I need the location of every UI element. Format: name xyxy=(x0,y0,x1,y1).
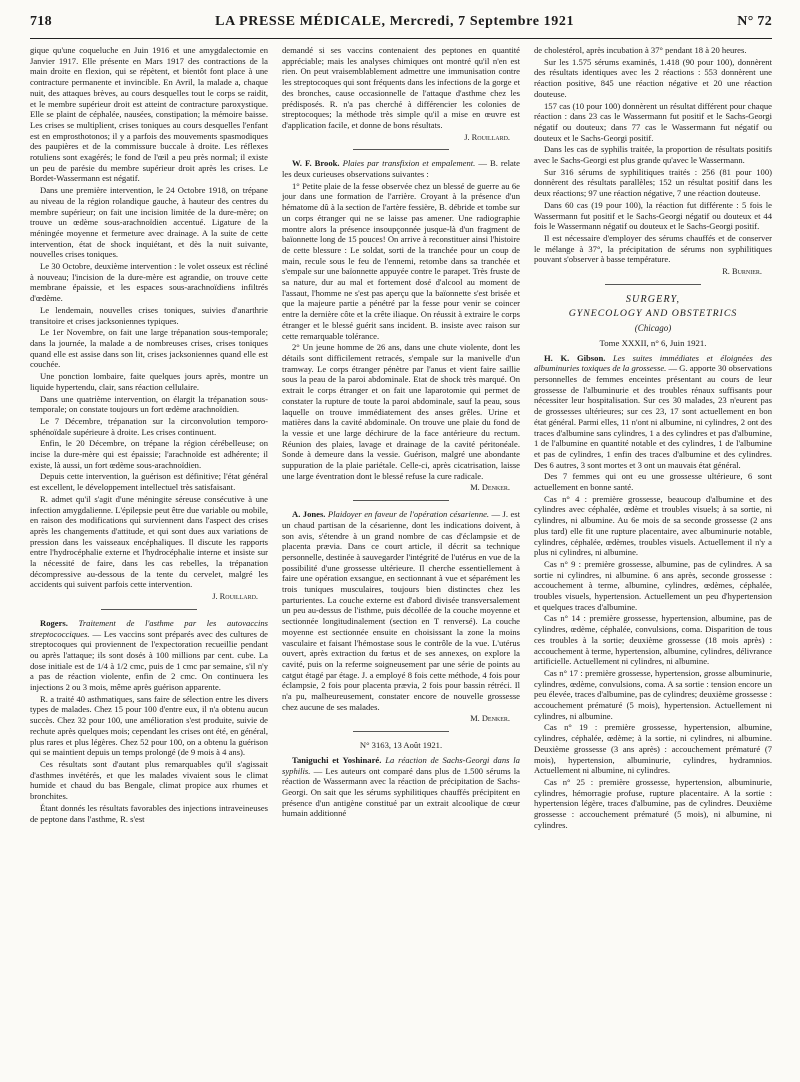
divider xyxy=(353,500,448,501)
paragraph: 157 cas (10 pour 100) donnèrent un résultat différent pour chaque réaction : dans 23 cas le Wassermann fut positif et le Sachs-Georgi négatif ou douteux; dans 77 cas le Wassermann fut négatif ou douteux et le Sachs-Georgi positif. xyxy=(534,100,772,143)
paragraph: Cas n° 17 : première grossesse, hypertension, grosse albuminurie, cylindres, œdème, convulsions, coma. A sa sortie : tension encore un peu élevée, traces d'albumine, pas de cylindres; deuxième grossesse : accouchement prématuré (5 mois), hypertension. Actuellement ni cylindres, ni albumine. xyxy=(534,667,772,721)
paragraph: Il est nécessaire d'employer des sérums chauffés et de conserver le mélange à 37°, la précipitation de sérums non syphilitiques pouvant s'observer à basse température. xyxy=(534,232,772,265)
article-title: Plaidoyer en faveur de l'opération césarienne. xyxy=(327,509,490,520)
text-columns xyxy=(30,45,772,1077)
signature: J. Rouillard. xyxy=(464,132,510,142)
paragraph: Dans une première intervention, le 24 Octobre 1918, on trépane au niveau de la région rolandique gauche, à hauteur des centres du membre supérieur; on fait une incision limitée de la dure-mère; on trouve un œdème sous-arachnoïdien accentué. Ligature de la méningée moyenne et fermeture avec drainage. A la suite de cette intervention, état de shock inquiétant, et dès la nuit suivante, nouvelles crises toniques. xyxy=(30,185,268,260)
article-jones xyxy=(282,509,520,712)
paragraph: de cholestérol, après incubation à 37° pendant 18 à 20 heures. xyxy=(534,45,747,55)
article-author: A. Jones. xyxy=(292,509,326,520)
paragraph: Cas n° 25 : première grossesse, hypertension, albuminurie, cylindres, hémorragie profuse, rupture placentaire. A la sortie : hypertension légère, traces d'albumine, pas de cylindres. Deuxième grossesse : accouchement prématuré (5 mois), ni albumine, ni cylindres. xyxy=(534,777,772,830)
issue-number: N° 72 xyxy=(737,14,772,29)
paragraph: Sur les 1.575 sérums examinés, 1.418 (90 pour 100), donnèrent des résultats identiques avec les 2 réactions : 553 donnèrent une réaction positive, 845 une réaction négative et 20 une réaction douteuse. xyxy=(534,56,772,99)
divider xyxy=(605,284,700,285)
paragraph: Dans une quatrième intervention, on élargit la trépanation sous-temporale; on constate toujours un fort œdème arachnoïdien. xyxy=(30,393,268,415)
section-heading: SURGERY, xyxy=(625,293,681,305)
article-taniguchi xyxy=(282,755,520,819)
article-text: — G. apporte 30 observations personnelles de femmes enceintes présentant au cours de leur grossesse de l'albuminurie et des troubles rénaux suffisants pour nécessiter leur hospitalisation. Sur ces 30 malades, 23 n'eurent pas de grossesses ultérieures; sur ces 23, 17 sont actuellement en bon état général. Parmi elles, 11 n'ont ni albumine, ni cylindres, 2 ont des traces d'albumine sans cylindres, 1 a des cylindres et pas d'albumine, 1 de l'albumine en quantité notable et des cylindres, 1 de l'albumine et pas de cylindres, 1 enfin des traces d'albumine et des cylindres. Des 6 autres, 3 sont mortes et 3 ont un mauvais état général. xyxy=(534,363,772,470)
paragraph: R. admet qu'il s'agit d'une méningite séreuse consécutive à une infection amygdalienne. L'épilepsie peut être due variable ou mobile, en raison des modifications qui surviennent dans l'aspect des crises après les changements d'attitude, et qui sont dues aux variations de pression dans les vaisseaux encéphaliques. Il discute les rapports entre l'hydrocéphalie externe et l'hydrocéphalie interne et insiste sur la nécessité de faire, dans les cas rebelles, la trépanation décompressive au-dessous de la tente du cervelet, malgré les accidents qui suivent parfois cette intervention. xyxy=(30,493,268,590)
article-title: Traitement de l'asthme par les autovaccins streptococciques. xyxy=(30,617,268,639)
article-text: — Les vaccins sont préparés avec des cultures de streptocoques qui proviennent de l'expectoration recueillie pendant ou après l'attaque; ils sont dosés à 100 millions par cent. cube. La dose initiale est de 1/4 à 1/2 cmc, puis de 1 cmc par semaine, s'il n'y a pas de réaction violente, enfin de 2 cmc. On continuera les injections 2 ou 3 mois, même après guérison apparente. xyxy=(30,628,268,693)
issue-line: N° 3163, 13 Août 1921. xyxy=(359,740,443,751)
paragraph: Dans les cas de syphilis traitée, la proportion de résultats positifs avec le Sachs-Georgi est plus grande qu'avec le Wassermann. xyxy=(534,144,772,166)
column-1 xyxy=(30,45,268,1077)
paragraph: gique qu'une coqueluche en Juin 1916 et une amygdalectomie en Janvier 1917. Elle présente en Mars 1917 des contractions de la main droite en flexion, qui se répètent, et bientôt font place à une contracture permanente et invincible. En Avril, la malade a, chaque nuit, des attaques brèves, au cours desquelles tout le corps se raidit, et le membre supérieur droit est atteint de contracture paroxystique. Elle se plaint de céphalée, nausées, constipation; la mémoire baisse. Les crises se multiplient, crises toniques au cours desquelles l'enfant est en emprosthotonos; il y a parfois des mouvements spasmodiques des paupières et de la commissure buccale à droite. Les réflexes rotuliens sont exagérés; le fond de l'œil a peu près normal; il existe un peu de parésie du membre supérieur droit après les crises. Le Bordet-Wassermann est négatif. xyxy=(30,45,268,184)
paragraph: Sur 316 sérums de syphilitiques traités : 256 (81 pour 100) donnèrent des résultats parallèles; 152 un résultat positif dans les deux réactions; 97 une réaction négative, 7 une réaction douteuse. xyxy=(534,166,772,199)
paragraph: Ces résultats sont d'autant plus remarquables qu'il s'agissait d'asthmes invétérés, et que les malades vivaient sous le climat humide et chaud du bas Bengale, climat propice aux rhumes et bronchites. xyxy=(30,759,268,802)
signature: J. Rouillard. xyxy=(212,592,258,602)
article-rogers xyxy=(30,618,268,693)
article-title: Plaies par transfixion et empalement. xyxy=(342,158,476,169)
paragraph: 1° Petite plaie de la fesse observée chez un blessé de guerre au 6e jour dans une formation de l'arrière. Croyant à la présence d'un hématome dû à la section de l'artère fessière, B. débride et tombe sur un corps étranger qui ne se laisse pas amener. Une radiographie montre alors la présence insoupçonnée jusque-là d'un fragment de baïonnette long de 15 pouces! On arrive à reconstituer ainsi l'histoire de cette blessure : Le soldat, sorti de la tranchée pour un coup de main, recule sous le feu de l'ennemi, retombe dans sa tranchée et s'empale sur une baïonnette appuyée contre le parapet. Très fruste de sa nature, dur au mal et fortement dosé d'alcool au moment de l'assaut, l'homme ne s'est pas aperçu que la baïonnette s'est brisée et que la majeure partie a pénétré par la fesse pour venir se coincer entre la dernière côte et la crête iliaque. On réussit à extraire le corps étranger et le blessé guérit sans incident. B. insiste avec raison sur cette remarquable tolérance. xyxy=(282,180,520,341)
divider xyxy=(101,609,196,610)
paragraph: Une ponction lombaire, faite quelques jours après, montre un liquide hypertendu, clair, sans réaction cellulaire. xyxy=(30,371,268,392)
paragraph: Le lendemain, nouvelles crises toniques, suivies d'anarthrie transitoire et crises jacksoniennes typiques. xyxy=(30,304,268,326)
divider xyxy=(353,149,448,150)
section-heading-2: GYNECOLOGY AND OBSTETRICS xyxy=(568,308,738,320)
signature: M. Denker. xyxy=(470,483,510,493)
article-text: — Les auteurs ont comparé dans plus de 1.500 sérums la réaction de Wassermann avec la réaction de précipitation de Sachs-Georgi. On sait que les sérums syphilitiques chauffés précipitent en présence d'un antigène constitué par un extrait alcoolique de cœur humain additionné xyxy=(282,765,520,819)
paragraph: Dans 60 cas (19 pour 100), la réaction fut différente : 5 fois le Wassermann fut positif et le Sachs-Georgi négatif ou douteux et 44 fois le Wassermann négatif ou douteux et le Sachs-Georgi positif. xyxy=(534,199,772,232)
paragraph: Des 7 femmes qui ont eu une grossesse ultérieure, 6 sont actuellement en bonne santé. xyxy=(534,471,772,493)
article-brook xyxy=(282,158,520,179)
paragraph: Étant donnés les résultats favorables des injections intraveineuses de peptone dans l'asthme, R. s'est xyxy=(30,802,268,824)
article-gibson xyxy=(534,353,772,471)
paragraph: Cas n° 9 : première grossesse, albumine, pas de cylindres. A sa sortie ni cylindres, ni albumine. 6 ans après, seconde grossesse : accouchement à terme, albumine, cylindres, œdèmes, céphalée, troubles visuels, hypertension. Actuellement un peu d'hypertension et quelques traces d'albumine. xyxy=(534,558,772,612)
volume-line: Tome XXXII, n° 6, Juin 1921. xyxy=(599,337,707,348)
paragraph: 2° Un jeune homme de 26 ans, dans une chute violente, dont les détails sont difficilement retracés, s'empale sur la manivelle d'un tramway. Le corps étranger pénètre par l'anus et vient faire saillie sous la peau de la paroi abdominale. Etat de shock très marqué. On extrait le corps étranger et on fait une laparotomie qui permet de constater la rupture de toute la paroi abdominale, sauf la peau, sous laquelle on trouve immédiatement des anses grêles. Urine et matières dans la cavité abdominale. On trouve une plaie du fond de la vessie et une large déchirure de la face antérieure du rectum. Réunion des plaies, lavage et drainage de la cavité péritonéale. Sonde à demeure dans la vessie. Guérison, malgré une abondante suppuration de la plaie pariétale. Celle-ci, après cicatrisation, laisse une large éventration dont le blessé refuse la cure radicale. xyxy=(282,342,520,481)
journal-title: LA PRESSE MÉDICALE, Mercredi, 7 Septembre 1921 xyxy=(215,14,575,29)
column-2 xyxy=(282,45,520,1077)
column-3 xyxy=(534,45,772,1077)
divider xyxy=(353,731,448,732)
article-text: — J. est un chaud partisan de la césarienne, dont les indications doivent, à son avis, s'étendre à un grand nombre de cas d'éclampsie et de placenta prævia. Dans ce court article, il décrit sa technique personnelle, destinée à sauvegarder l'intégrité de l'utérus en vue de la possibilité d'une grossesse ultérieure. Il cherche essentiellement à faire une opération exsangue, en sectionnant à vue et séparément les trois tuniques musculaires, toujours bien distinctes chez les parturientes. La couche externe est d'abord divisée transversalement un peu au-dessus de l'isthme, puis décollée de la couche moyenne et sectionnée longitudinalement (section en T renversé). La couche moyenne est sectionnée ensuite en choisissant la zone la moins vasculaire et faisant l'hémostase sous le contrôle de la vue. L'utérus ouvert, après extraction du fœtus et de ses annexes, on explore la cavité, puis on la referme soigneusement par une série de points au catgut étagé par étage. J. a employé 8 fois cette méthode, 4 fois pour éclampsie, 2 fois pour placenta prævia, 2 fois pour bassin rétréci. Il n'a pu, malheureusement, constater encore de nouvelle grossesse chez aucune de ses malades. xyxy=(282,509,520,712)
section-city: (Chicago) xyxy=(634,323,672,334)
article-title: La réaction de Sachs-Georgi dans la syphilis. xyxy=(282,754,520,776)
signature: M. Denker. xyxy=(470,714,510,724)
article-text: — B. relate les deux curieuses observations suivantes : xyxy=(282,158,520,180)
article-author: W. F. Brook. xyxy=(292,158,340,169)
paragraph: R. a traité 40 asthmatiques, sans faire de sélection entre les divers types de malades. Chez 15 pour 100 d'entre eux, il n'a obtenu aucun succès. Chez 32 pour 100, une amélioration s'est produite, suivie de rechute après quelques mois; cependant les crises ont été, en général, plus rares et plus légères. Chez 52 pour 100, on a obtenu la guérison qui se maintient depuis un temps prolongé (de 9 mois à 4 ans). xyxy=(30,693,268,758)
paragraph: Cas n° 4 : première grossesse, beaucoup d'albumine et des cylindres avec céphalée, œdème et troubles visuels; à sa sortie, ni cylindres, ni albumine. Au 6e mois de sa seconde grossesse (2 ans plus tard) elle fit une rupture placentaire, avec albuminurie notable, cylindres, céphalée, œdèmes, troubles visuels. Actuellement il n'y a plus ni cylindres, ni albumine. xyxy=(534,493,772,558)
page-header xyxy=(30,14,772,39)
article-author: Rogers. xyxy=(40,617,68,628)
paragraph: Cas n° 19 : première grossesse, hypertension, albumine, cylindres, céphalée, œdème; à la sortie, ni cylindres, ni albumine. Deuxième grossesse (3 ans après) : accouchement prématuré (7 mois), hypertension, albuminurie, cylindres, hydramnios. Actuellement ni albumine, ni cylindres. xyxy=(534,722,772,776)
paragraph: Enfin, le 20 Décembre, on trépane la région cérébelleuse; on incise la dure-mère qui est épaissie; l'arachnoïde est adhérente; il existe, là aussi, un fort œdème sous-arachnoïdien. xyxy=(30,438,268,470)
paragraph: Cas n° 14 : première grossesse, hypertension, albumine, pas de cylindres, œdème, céphalée, convulsions, coma. Disparition de tous ces troubles à la sortie; deuxième grossesse (18 mois après) : accouchement à terme, hypertension, albumine, cylindres, délivrance artificielle. Actuellement ni cylindres, ni albumine. xyxy=(534,613,772,667)
article-author: Taniguchi et Yoshinaré. xyxy=(292,754,382,765)
signature: R. Burnier. xyxy=(722,267,762,277)
article-title: Les suites immédiates et éloignées des albuminuries toxiques de la grossesse. xyxy=(534,352,772,374)
page-number: 718 xyxy=(30,14,52,29)
paragraph: Le 7 Décembre, trépanation sur la circonvolution temporo-sphénoïdale supérieure à droite. Les crises continuent. xyxy=(30,415,268,437)
paragraph: Le 1er Novembre, on fait une large trépanation sous-temporale; dans la journée, la malade a de nombreuses crises, crises toniques quand elle est assise dans son lit, crises jacksoniennes quand elle est couchée. xyxy=(30,327,268,370)
paragraph: Depuis cette intervention, la guérison est définitive; l'état général est excellent, le développement intellectuel très satisfaisant. xyxy=(30,471,268,493)
paragraph: demandé si ses vaccins contenaient des peptones en quantité appréciable; mais les analyses chimiques ont montré qu'il n'en est rien. On peut vraisemblablement admettre une immunisation contre les streptocoques qui sont fréquents dans les infections de la gorge et des bronches, cause occasionnelle de l'attaque d'asthme chez les prédisposés. R. n'a pas cherché à différencier les colonies de streptocoques; la méthode très simple qu'il a mise en œuvre est d'application facile, et donne de bons résultats. xyxy=(282,45,520,130)
article-author: H. K. Gibson. xyxy=(544,352,606,363)
paragraph: Le 30 Octobre, deuxième intervention : le volet osseux est récliné à nouveau; l'incision de la dure-mère est agrandie, on trouve cette membrane épaissie, et les espaces sous-arachnoïdiens infiltrés d'œdème. xyxy=(30,261,268,304)
